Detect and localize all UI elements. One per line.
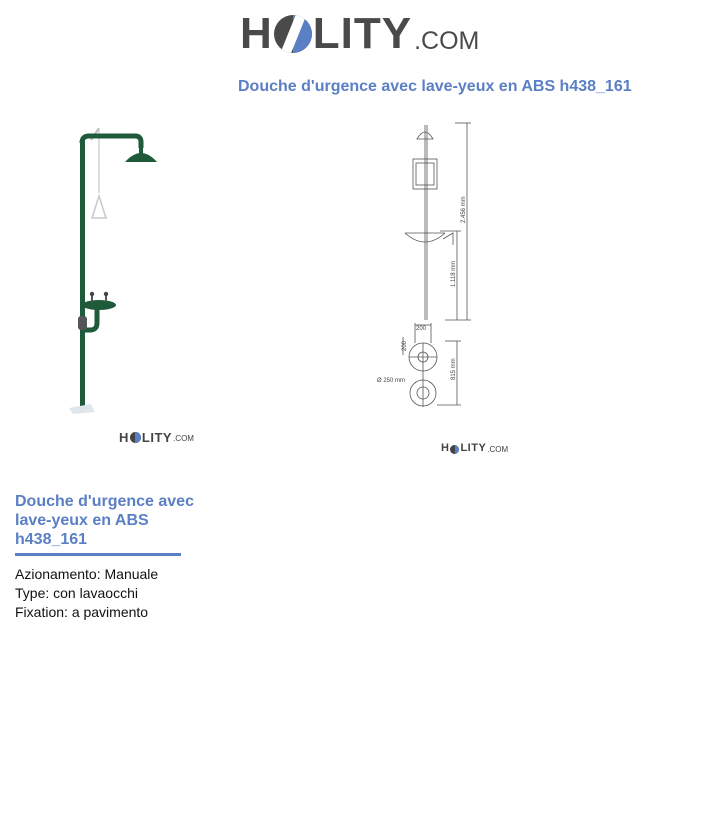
drawing-watermark: H LITY .COM	[441, 442, 509, 454]
page-title: Douche d'urgence avec lave-yeux en ABS h438_161	[238, 78, 632, 95]
logo-o-icon	[274, 15, 312, 53]
spec-row-type: Type: con lavaocchi	[15, 585, 138, 601]
watermark-o-icon	[130, 432, 141, 443]
technical-drawing	[365, 115, 490, 415]
dim-lower-height: 815 mm	[451, 358, 457, 380]
dim-bowl-height: 1.118 mm	[451, 260, 457, 287]
spec-value: Manuale	[104, 566, 159, 582]
dim-diameter: Ø 250 mm	[377, 378, 406, 384]
logo-letters: LITY	[312, 9, 413, 58]
spec-label: Fixation	[15, 604, 65, 620]
dim-total-height: 2.456 mm	[461, 196, 467, 223]
watermark-o-icon	[450, 445, 459, 454]
product-photo	[55, 118, 205, 418]
dim-side-width: 200	[402, 340, 408, 351]
spec-value: a pavimento	[71, 604, 149, 620]
logo-letter-h: H	[240, 9, 273, 58]
spec-label: Type	[15, 585, 46, 601]
photo-watermark: H LITY .COM	[119, 430, 194, 445]
logo-suffix: .COM	[414, 27, 480, 55]
spec-value: con lavaocchi	[53, 585, 138, 601]
site-logo[interactable]	[240, 9, 490, 68]
spec-row-azionamento: Azionamento: Manuale	[15, 566, 159, 582]
product-specs	[15, 565, 158, 622]
dim-top-width: 200	[416, 326, 427, 332]
spec-row-fixation: Fixation: a pavimento	[15, 604, 149, 620]
heading-divider	[15, 553, 181, 556]
product-heading: Douche d'urgence avec lave-yeux en ABS h438_161	[15, 493, 194, 548]
spec-label: Azionamento	[15, 566, 97, 582]
